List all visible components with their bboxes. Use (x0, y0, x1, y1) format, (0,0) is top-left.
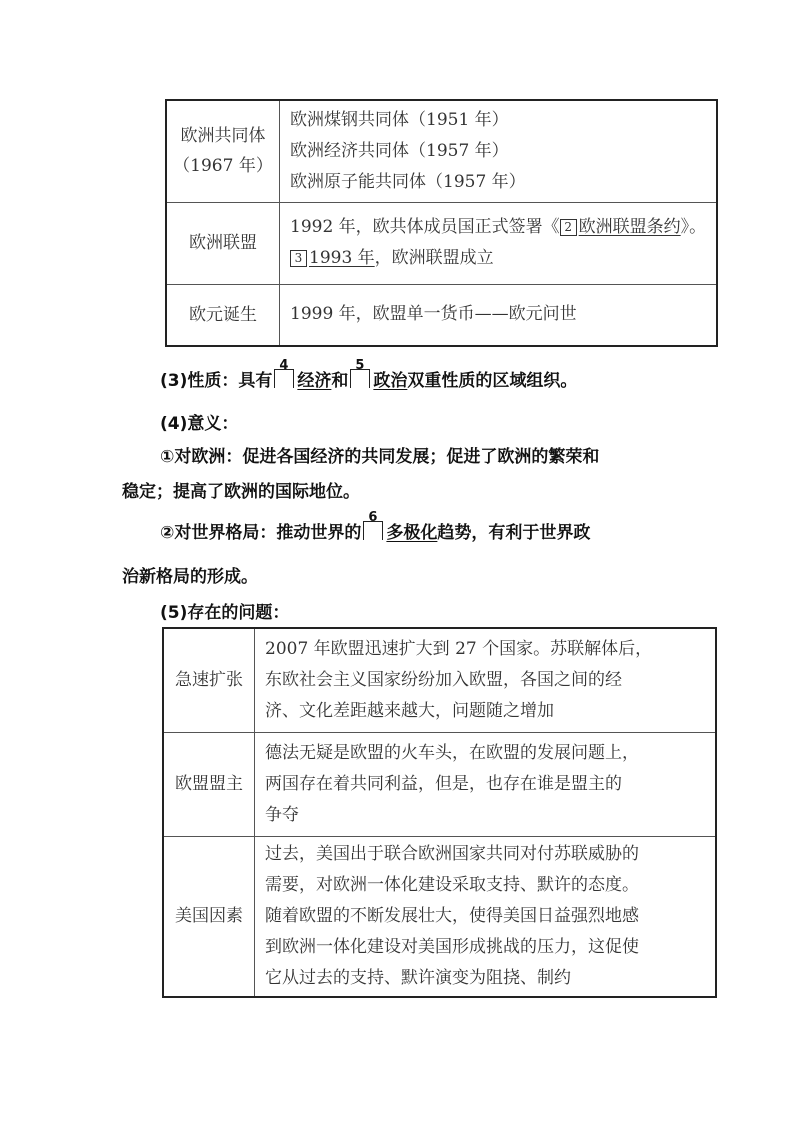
content-line: 过去，美国出于联合欧洲国家共同对付苏联威胁的 (265, 843, 639, 864)
content-line: 争夺 (265, 804, 299, 825)
content-line: 2007 年欧盟迅速扩大到 27 个国家。苏联解体后， (265, 638, 653, 659)
row-label: 急速扩张 (163, 628, 255, 732)
row-label: 欧盟盟主 (163, 732, 255, 836)
section-4-para2-line2: 治新格局的形成。 (122, 567, 258, 587)
row-content (255, 836, 717, 997)
content-line: 德法无疑是欧盟的火车头，在欧盟的发展问题上， (265, 742, 639, 763)
row-content (255, 628, 717, 732)
eu-problems-table (162, 627, 717, 998)
table-row (166, 100, 717, 202)
row-label: 欧洲联盟 (166, 202, 280, 284)
section-4-para2-line1: ②对世界格局：推动世界的 6 多极化趋势，有利于世界政 (160, 510, 591, 543)
section-4-title: (4)意义： (160, 414, 239, 434)
blank-box-6: 6 (363, 521, 383, 540)
answer-multipolarization: 多极化 (386, 523, 438, 543)
section-3-nature: (3)性质：具有 4 经济和 5 政治双重性质的区域组织。 (160, 358, 578, 391)
section-4-para1-line1: ①对欧洲：促进各国经济的共同发展；促进了欧洲的繁荣和 (160, 447, 600, 467)
answer-politics: 政治 (373, 371, 408, 391)
row-content: 1992 年，欧共体成员国正式签署《 2 欧洲联盟条约》。3 1993 年，欧洲联盟成立 (280, 202, 718, 284)
table-row (163, 628, 716, 732)
answer-number-3: 3 (290, 250, 307, 267)
content-line: 济、文化差距越来越大，问题随之增加 (265, 700, 554, 721)
label-line: 欧洲共同体 (180, 126, 266, 147)
section-5-title: (5)存在的问题： (160, 603, 290, 623)
row-label (166, 100, 280, 202)
blank-box-5: 5 (350, 369, 370, 388)
row-content (280, 100, 718, 202)
row-content (255, 732, 717, 836)
row-label: 美国因素 (163, 836, 255, 997)
row-label: 欧元诞生 (166, 284, 280, 346)
content-line: 到欧洲一体化建设对美国形成挑战的压力，这促使 (265, 936, 639, 957)
table-row (166, 202, 717, 284)
answer-eu-treaty: 欧洲联盟条约 (578, 217, 681, 237)
answer-number-2: 2 (560, 219, 577, 236)
content-line: 欧洲煤钢共同体（1951 年） (290, 109, 509, 130)
content-line: 需要，对欧洲一体化建设采取支持、默许的态度。 (265, 874, 639, 895)
label-line: （1967 年） (173, 156, 273, 177)
section-4-para1-line2: 稳定；提高了欧洲的国际地位。 (122, 482, 360, 502)
table-row (166, 284, 717, 346)
row-content: 1999 年，欧盟单一货币——欧元问世 (280, 284, 718, 346)
eu-history-table (165, 99, 718, 347)
answer-economy: 经济 (297, 371, 332, 391)
blank-box-4: 4 (274, 369, 294, 388)
answer-1993: 1993 年 (309, 248, 375, 268)
content-line: 欧洲经济共同体（1957 年） (290, 140, 509, 161)
content-line: 随着欧盟的不断发展壮大，使得美国日益强烈地感 (265, 905, 639, 926)
content-line: 欧洲原子能共同体（1957 年） (290, 171, 526, 192)
content-line: 它从过去的支持、默许演变为阻挠、制约 (265, 967, 571, 988)
table-row (163, 836, 716, 997)
content-line: 东欧社会主义国家纷纷加入欧盟，各国之间的经 (265, 669, 622, 690)
content-line: 两国存在着共同利益，但是，也存在谁是盟主的 (265, 773, 622, 794)
table-row (163, 732, 716, 836)
